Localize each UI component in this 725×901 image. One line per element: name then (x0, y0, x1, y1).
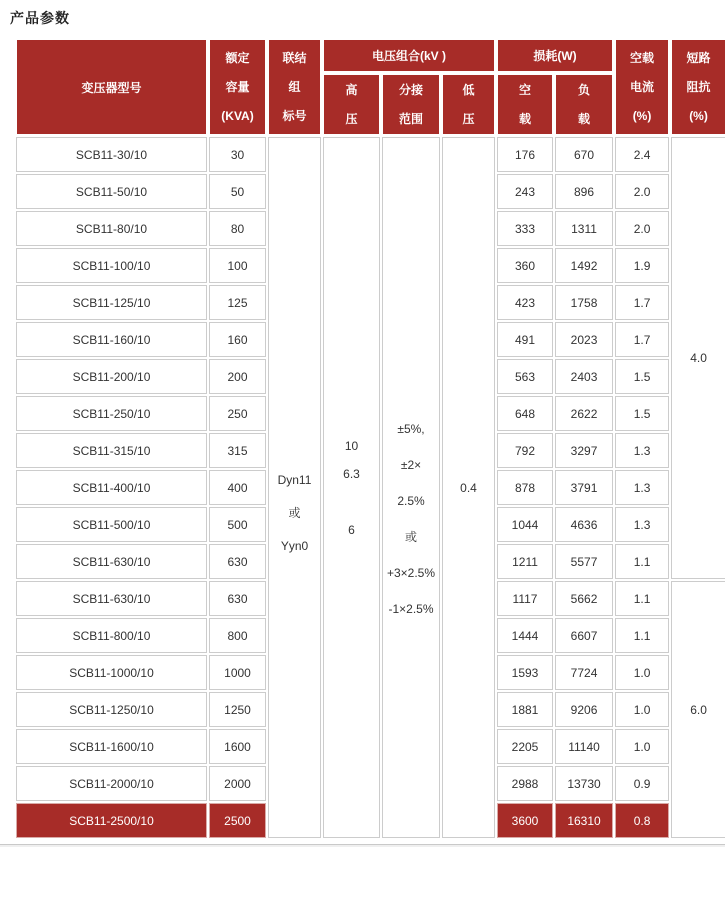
cell-capacity: 400 (209, 470, 266, 505)
header-impedance: 短路 阻抗 (%) (671, 39, 725, 135)
cell-load-loss: 11140 (555, 729, 613, 764)
cell-noload-loss: 1117 (497, 581, 553, 616)
cell-noload-current: 1.1 (615, 544, 669, 579)
cell-noload-loss: 1044 (497, 507, 553, 542)
cell-noload-loss: 423 (497, 285, 553, 320)
cell-capacity: 1600 (209, 729, 266, 764)
table-body (16, 137, 725, 838)
cell-load-loss: 2622 (555, 396, 613, 431)
header-high-voltage: 高 压 (323, 74, 380, 135)
cell-load-loss: 2023 (555, 322, 613, 357)
cell-load-loss: 9206 (555, 692, 613, 727)
cell-noload-loss: 648 (497, 396, 553, 431)
cell-noload-current: 1.1 (615, 618, 669, 653)
cell-noload-current: 2.0 (615, 174, 669, 209)
cell-load-loss: 5577 (555, 544, 613, 579)
header-voltage-combination: 电压组合(kV ) (323, 39, 495, 72)
product-parameters-table (14, 37, 725, 840)
cell-model: SCB11-1600/10 (16, 729, 207, 764)
cell-noload-loss: 563 (497, 359, 553, 394)
cell-model: SCB11-2500/10 (16, 803, 207, 838)
cell-capacity: 2500 (209, 803, 266, 838)
cell-high-voltage: 10 6.3 6 (323, 137, 380, 838)
cell-model: SCB11-50/10 (16, 174, 207, 209)
cell-capacity: 30 (209, 137, 266, 172)
cell-capacity: 100 (209, 248, 266, 283)
cell-capacity: 50 (209, 174, 266, 209)
cell-load-loss: 13730 (555, 766, 613, 801)
cell-model: SCB11-630/10 (16, 581, 207, 616)
header-row-groups (16, 39, 725, 72)
header-vector-group: 联结 组 标号 (268, 39, 321, 135)
header-tap-range: 分接 范围 (382, 74, 440, 135)
cell-load-loss: 3791 (555, 470, 613, 505)
cell-model: SCB11-630/10 (16, 544, 207, 579)
cell-capacity: 800 (209, 618, 266, 653)
cell-impedance: 4.0 (671, 137, 725, 579)
cell-noload-loss: 878 (497, 470, 553, 505)
cell-model: SCB11-400/10 (16, 470, 207, 505)
cell-noload-current: 2.0 (615, 211, 669, 246)
cell-model: SCB11-125/10 (16, 285, 207, 320)
header-load-loss: 负 载 (555, 74, 613, 135)
cell-load-loss: 670 (555, 137, 613, 172)
cell-noload-current: 1.0 (615, 692, 669, 727)
header-rated-capacity: 额定 容量 (KVA) (209, 39, 266, 135)
cell-load-loss: 5662 (555, 581, 613, 616)
cell-load-loss: 6607 (555, 618, 613, 653)
cell-capacity: 200 (209, 359, 266, 394)
cell-capacity: 1000 (209, 655, 266, 690)
cell-noload-current: 1.3 (615, 470, 669, 505)
cell-noload-loss: 3600 (497, 803, 553, 838)
table-row (16, 137, 725, 172)
cell-noload-loss: 2205 (497, 729, 553, 764)
cell-noload-current: 2.4 (615, 137, 669, 172)
cell-load-loss: 2403 (555, 359, 613, 394)
cell-model: SCB11-800/10 (16, 618, 207, 653)
cell-noload-loss: 1881 (497, 692, 553, 727)
cell-noload-loss: 792 (497, 433, 553, 468)
cell-model: SCB11-80/10 (16, 211, 207, 246)
cell-load-loss: 16310 (555, 803, 613, 838)
cell-noload-loss: 491 (497, 322, 553, 357)
page-title: 产品参数 (10, 10, 70, 26)
cell-load-loss: 1311 (555, 211, 613, 246)
cell-capacity: 125 (209, 285, 266, 320)
cell-capacity: 1250 (209, 692, 266, 727)
cell-capacity: 315 (209, 433, 266, 468)
cell-noload-current: 1.0 (615, 729, 669, 764)
cell-capacity: 160 (209, 322, 266, 357)
cell-noload-loss: 243 (497, 174, 553, 209)
cell-noload-current: 1.3 (615, 507, 669, 542)
header-low-voltage: 低 压 (442, 74, 495, 135)
cell-capacity: 250 (209, 396, 266, 431)
header-loss: 损耗(W) (497, 39, 613, 72)
header-noload-current: 空载 电流 (%) (615, 39, 669, 135)
bottom-divider (0, 844, 725, 847)
cell-model: SCB11-2000/10 (16, 766, 207, 801)
cell-load-loss: 7724 (555, 655, 613, 690)
cell-model: SCB11-200/10 (16, 359, 207, 394)
cell-load-loss: 1492 (555, 248, 613, 283)
cell-noload-current: 1.5 (615, 396, 669, 431)
cell-low-voltage: 0.4 (442, 137, 495, 838)
cell-load-loss: 896 (555, 174, 613, 209)
cell-model: SCB11-250/10 (16, 396, 207, 431)
table-header (16, 39, 725, 135)
cell-noload-current: 1.5 (615, 359, 669, 394)
header-noload-loss: 空 载 (497, 74, 553, 135)
cell-noload-current: 1.1 (615, 581, 669, 616)
cell-noload-loss: 176 (497, 137, 553, 172)
cell-capacity: 2000 (209, 766, 266, 801)
cell-noload-current: 1.9 (615, 248, 669, 283)
cell-model: SCB11-1000/10 (16, 655, 207, 690)
header-model: 变压器型号 (16, 39, 207, 135)
cell-noload-loss: 333 (497, 211, 553, 246)
cell-capacity: 630 (209, 544, 266, 579)
cell-model: SCB11-1250/10 (16, 692, 207, 727)
cell-noload-current: 1.3 (615, 433, 669, 468)
cell-noload-current: 0.8 (615, 803, 669, 838)
cell-noload-loss: 360 (497, 248, 553, 283)
cell-noload-loss: 1593 (497, 655, 553, 690)
cell-noload-current: 1.0 (615, 655, 669, 690)
cell-tap-range: ±5%, ±2× 2.5% 或 +3×2.5% -1×2.5% (382, 137, 440, 838)
cell-capacity: 500 (209, 507, 266, 542)
cell-load-loss: 1758 (555, 285, 613, 320)
cell-load-loss: 4636 (555, 507, 613, 542)
cell-capacity: 630 (209, 581, 266, 616)
cell-model: SCB11-100/10 (16, 248, 207, 283)
cell-impedance: 6.0 (671, 581, 725, 838)
cell-load-loss: 3297 (555, 433, 613, 468)
cell-noload-loss: 2988 (497, 766, 553, 801)
cell-vector-group: Dyn11 或 Yyn0 (268, 137, 321, 838)
cell-model: SCB11-315/10 (16, 433, 207, 468)
cell-noload-current: 1.7 (615, 285, 669, 320)
cell-noload-current: 0.9 (615, 766, 669, 801)
cell-noload-loss: 1211 (497, 544, 553, 579)
cell-noload-current: 1.7 (615, 322, 669, 357)
cell-noload-loss: 1444 (497, 618, 553, 653)
cell-model: SCB11-30/10 (16, 137, 207, 172)
cell-model: SCB11-500/10 (16, 507, 207, 542)
cell-capacity: 80 (209, 211, 266, 246)
cell-model: SCB11-160/10 (16, 322, 207, 357)
